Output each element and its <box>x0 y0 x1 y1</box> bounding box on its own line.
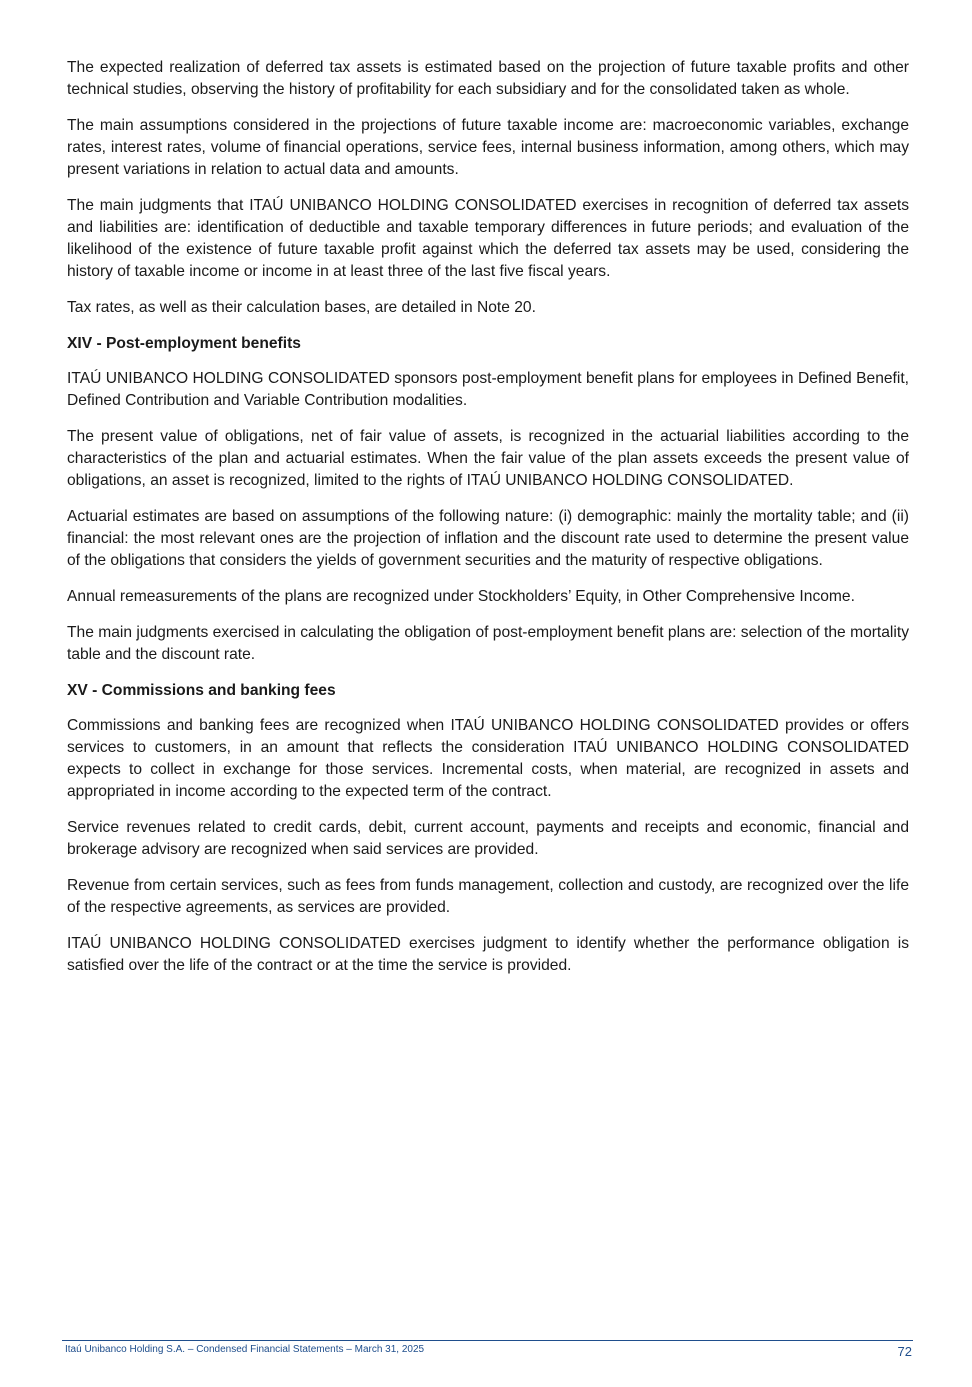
paragraph-annual-remeasurements: Annual remeasurements of the plans are recognized under Stockholders’ Equity, in Other Comprehensive Income. <box>67 588 855 605</box>
paragraph-performance-obligation-judgment: ITAÚ UNIBANCO HOLDING CONSOLIDATED exercises judgment to identify whether the performance obligation is satisfied over the life of the contract or at the time the service is provided. <box>67 935 909 974</box>
document-body <box>67 57 909 991</box>
paragraph-benefit-plans: ITAÚ UNIBANCO HOLDING CONSOLIDATED sponsors post-employment benefit plans for employees in Defined Benefit, Defined Contribution and Variable Contribution modalities. <box>67 370 909 409</box>
paragraph-tax-rates: Tax rates, as well as their calculation bases, are detailed in Note 20. <box>67 299 536 316</box>
footer-text: Itaú Unibanco Holding S.A. – Condensed Financial Statements – March 31, 2025 <box>65 1344 425 1355</box>
page-number: 72 <box>897 1344 912 1359</box>
paragraph-commissions-recognition: Commissions and banking fees are recognized when ITAÚ UNIBANCO HOLDING CONSOLIDATED provides or offers services to customers, in an amount that reflects the consideration ITAÚ UNIBANCO HOLDING CONSOLIDATED expects to collect in exchange for those services. Incremental costs, when material, are recognized in assets and appropriated in income according to the expected term of the contract. <box>67 717 909 800</box>
page-footer <box>62 1340 913 1359</box>
paragraph-service-revenues: Service revenues related to credit cards, debit, current account, payments and receipts and economic, financial and brokerage advisory are recognized when said services are provided. <box>67 819 909 858</box>
paragraph-deferred-tax-realization: The expected realization of deferred tax assets is estimated based on the projection of future taxable profits and other technical studies, observing the history of profitability for each subsidiary and for the consolidated taken as whole. <box>67 59 909 98</box>
section-heading-post-employment-benefits: XIV - Post-employment benefits <box>67 335 301 352</box>
paragraph-revenue-certain-services: Revenue from certain services, such as fees from funds management, collection and custody, are recognized over the life of the respective agreements, as services are provided. <box>67 877 909 916</box>
section-heading-commissions-banking-fees: XV - Commissions and banking fees <box>67 682 336 699</box>
paragraph-judgments-post-employment: The main judgments exercised in calculating the obligation of post-employment benefit plans are: selection of the mortality table and the discount rate. <box>67 624 909 663</box>
paragraph-actuarial-estimates: Actuarial estimates are based on assumptions of the following nature: (i) demographic: mainly the mortality table; and (ii) financial: the most relevant ones are the projection of inflation and the discount rate used to determine the present value of the obligations that considers the yields of government securities and the maturity of respective obligations. <box>67 508 909 569</box>
paragraph-main-assumptions: The main assumptions considered in the projections of future taxable income are: macroeconomic variables, exchange rates, interest rates, volume of financial operations, service fees, internal business information, among others, which may present variations in relation to actual data and amounts. <box>67 117 909 178</box>
paragraph-main-judgments-deferred-tax: The main judgments that ITAÚ UNIBANCO HOLDING CONSOLIDATED exercises in recognition of deferred tax assets and liabilities are: identification of deductible and taxable temporary differences in future periods; and evaluation of the likelihood of the existence of future taxable profit against which the deferred tax assets may be used, considering the history of taxable income or income in at least three of the last five fiscal years. <box>67 197 909 280</box>
paragraph-present-value-obligations: The present value of obligations, net of fair value of assets, is recognized in the actuarial liabilities according to the characteristics of the plan and actuarial estimates. When the fair value of the plan assets exceeds the present value of obligations, an asset is recognized, limited to the rights of ITAÚ UNIBANCO HOLDING CONSOLIDATED. <box>67 428 909 489</box>
